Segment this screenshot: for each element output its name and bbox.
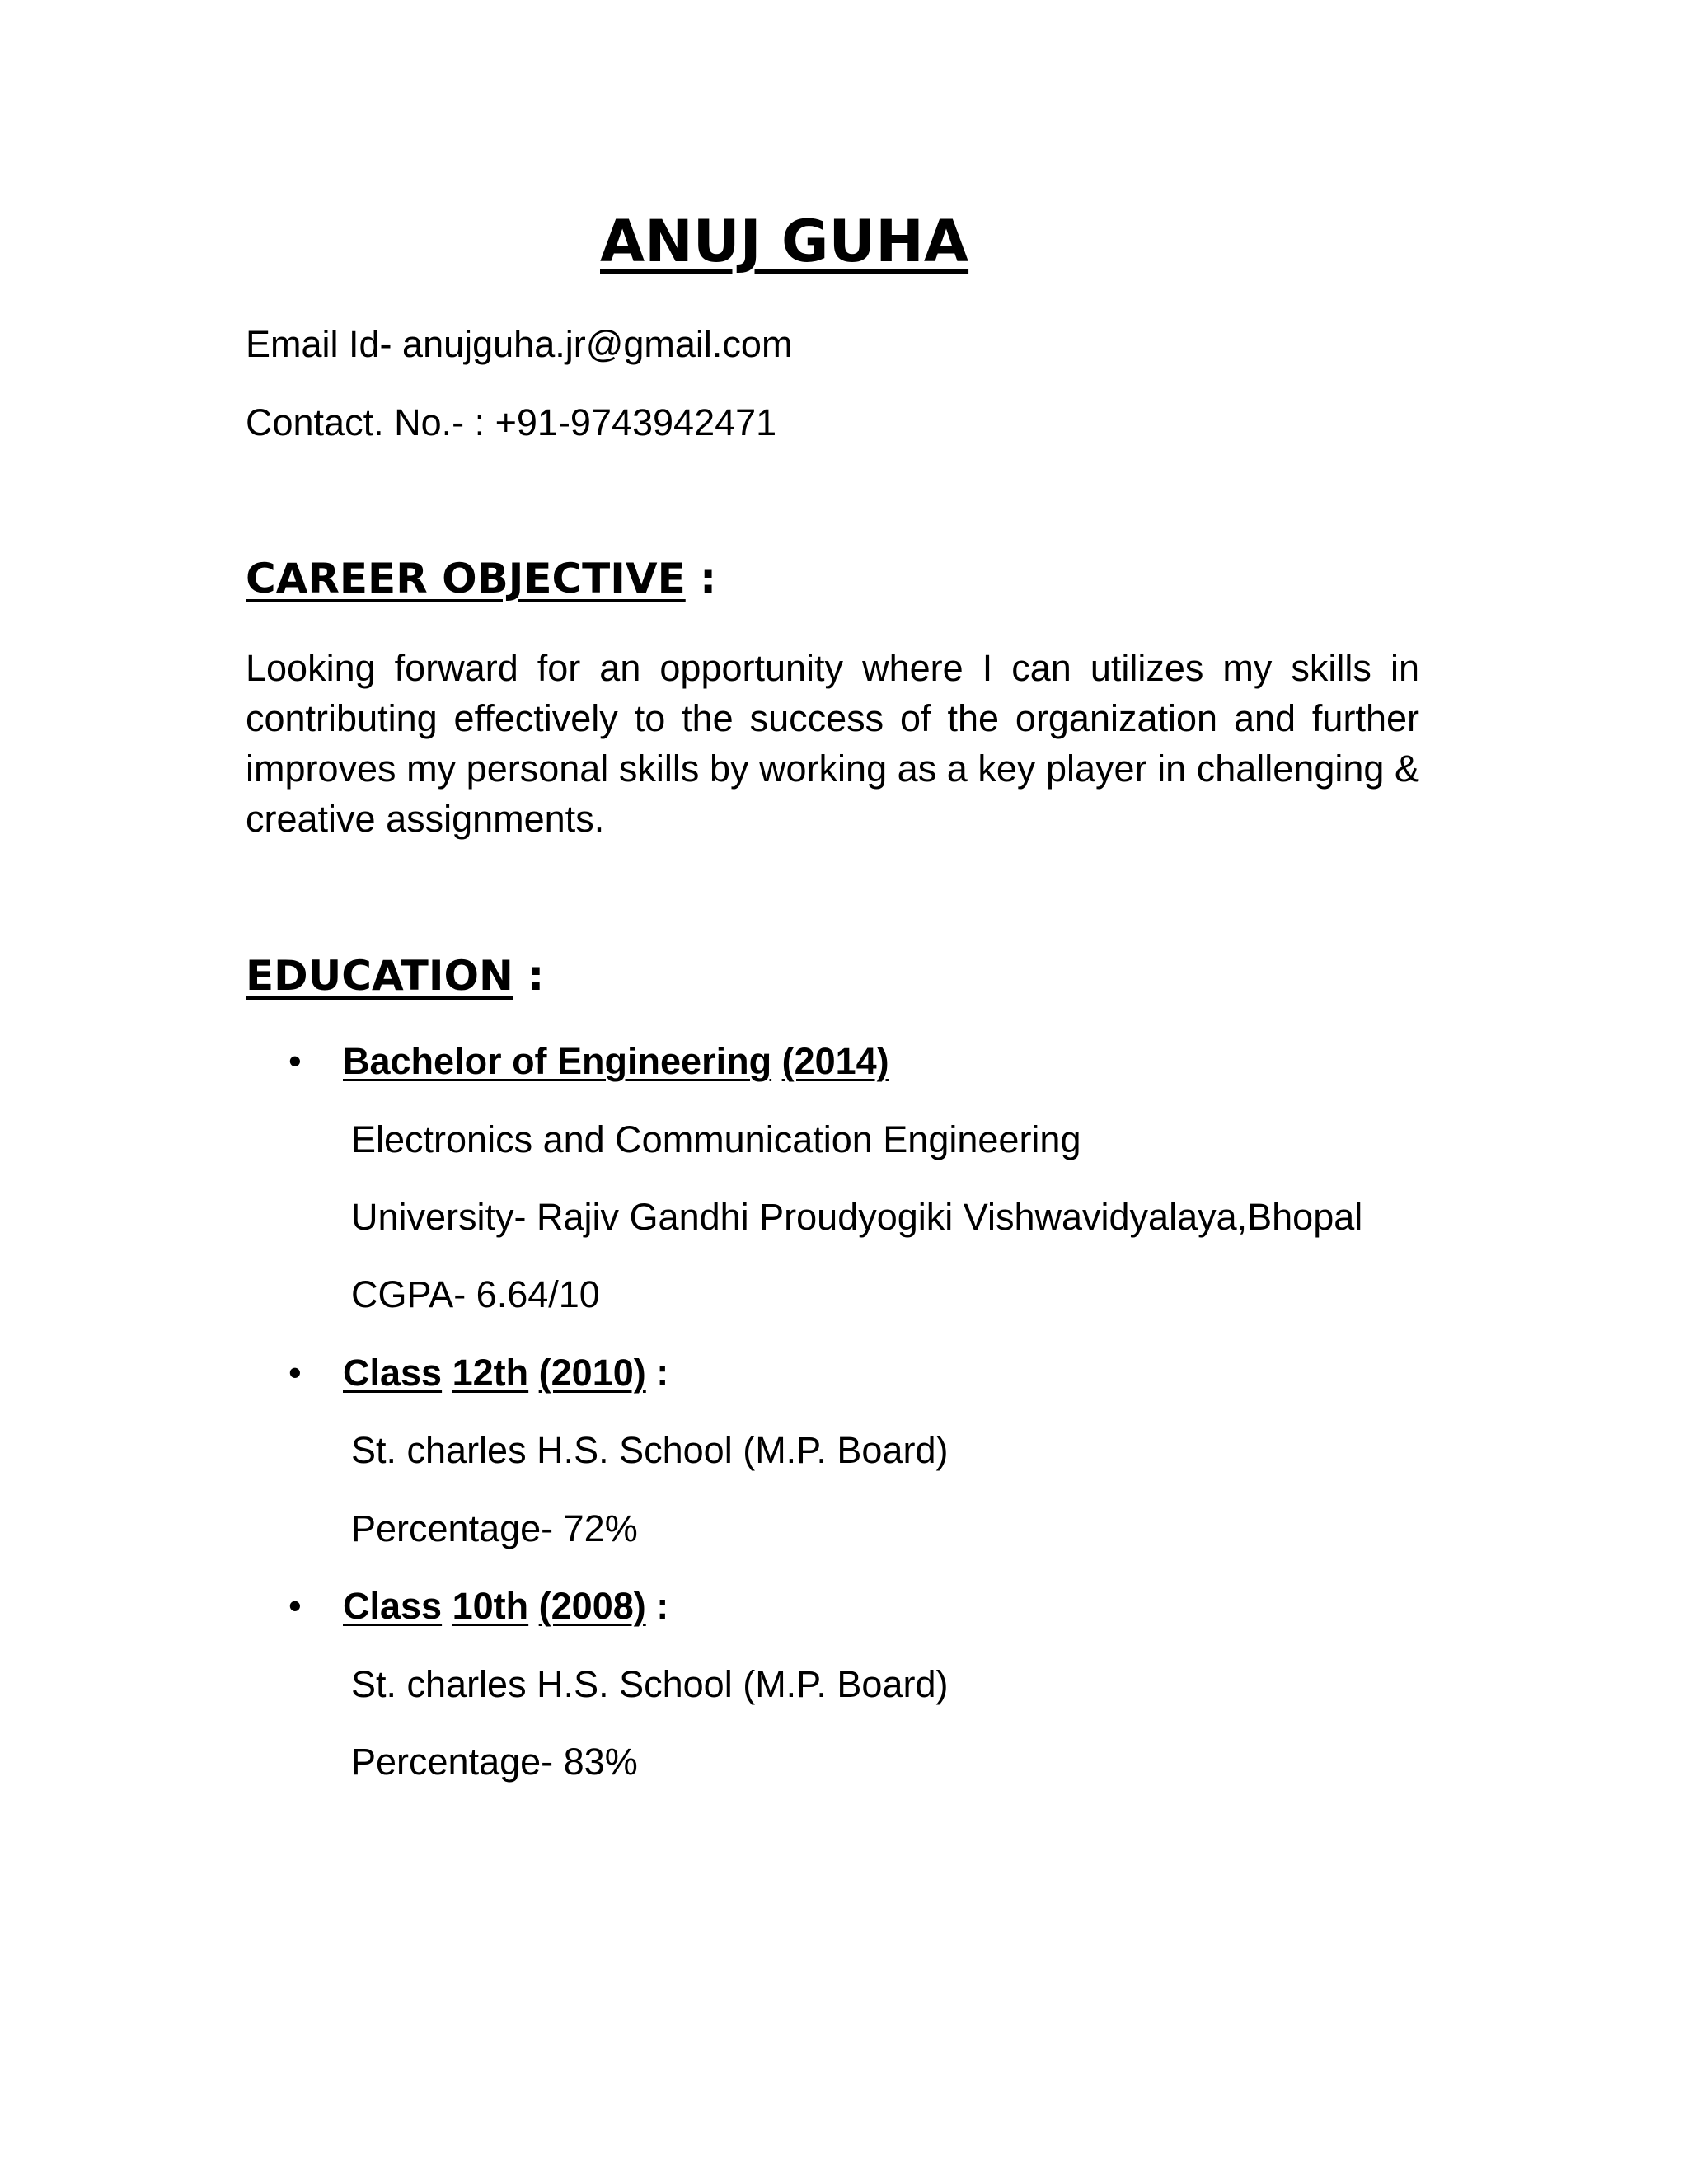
education-detail: University- Rajiv Gandhi Proudyogiki Vishwavidyalaya,Bhopal xyxy=(351,1196,1363,1238)
bullet-icon: • xyxy=(288,1585,302,1627)
career-objective-heading xyxy=(246,551,716,606)
education-heading xyxy=(246,949,544,1003)
class-grade: 12th xyxy=(452,1352,529,1394)
email-line: Email Id- anujguha.jr@gmail.com xyxy=(246,323,793,365)
education-entry-title xyxy=(288,1348,668,1398)
education-detail: Electronics and Communication Engineering xyxy=(351,1118,1081,1160)
bullet-icon: • xyxy=(288,1040,302,1082)
career-objective-heading-colon: : xyxy=(685,555,717,602)
degree-name: Bachelor of Engineering xyxy=(343,1040,772,1082)
degree-year: (2014) xyxy=(781,1040,889,1082)
class-colon: : xyxy=(645,1352,669,1394)
education-detail: St. charles H.S. School (M.P. Board) xyxy=(351,1663,949,1705)
education-detail: CGPA- 6.64/10 xyxy=(351,1273,600,1315)
career-objective-text: Looking forward for an opportunity where I can utilizes my skills in contributing effectively to the success of the organization and further improves my personal skills by working as a key player in challenging & creative assignments. xyxy=(246,647,1419,840)
class-label: Class xyxy=(343,1352,443,1394)
education-heading-colon: : xyxy=(513,952,545,1000)
education-detail: Percentage- 72% xyxy=(351,1507,638,1549)
contact-number-line: Contact. No.- : +91-9743942471 xyxy=(246,401,777,443)
class-label: Class xyxy=(343,1585,443,1627)
education-entry-title xyxy=(288,1582,668,1631)
education-detail: St. charles H.S. School (M.P. Board) xyxy=(351,1429,949,1471)
class-year: (2008) xyxy=(538,1585,646,1627)
candidate-name: ANUJ GUHA xyxy=(600,208,969,275)
education-entry-title xyxy=(288,1037,889,1086)
class-colon: : xyxy=(645,1585,669,1627)
education-heading-text: EDUCATION xyxy=(246,952,513,1000)
education-detail: Percentage- 83% xyxy=(351,1741,638,1783)
class-year: (2010) xyxy=(538,1352,646,1394)
class-grade: 10th xyxy=(452,1585,529,1627)
bullet-icon: • xyxy=(288,1352,302,1394)
career-objective-heading-text: CAREER OBJECTIVE xyxy=(246,555,686,602)
